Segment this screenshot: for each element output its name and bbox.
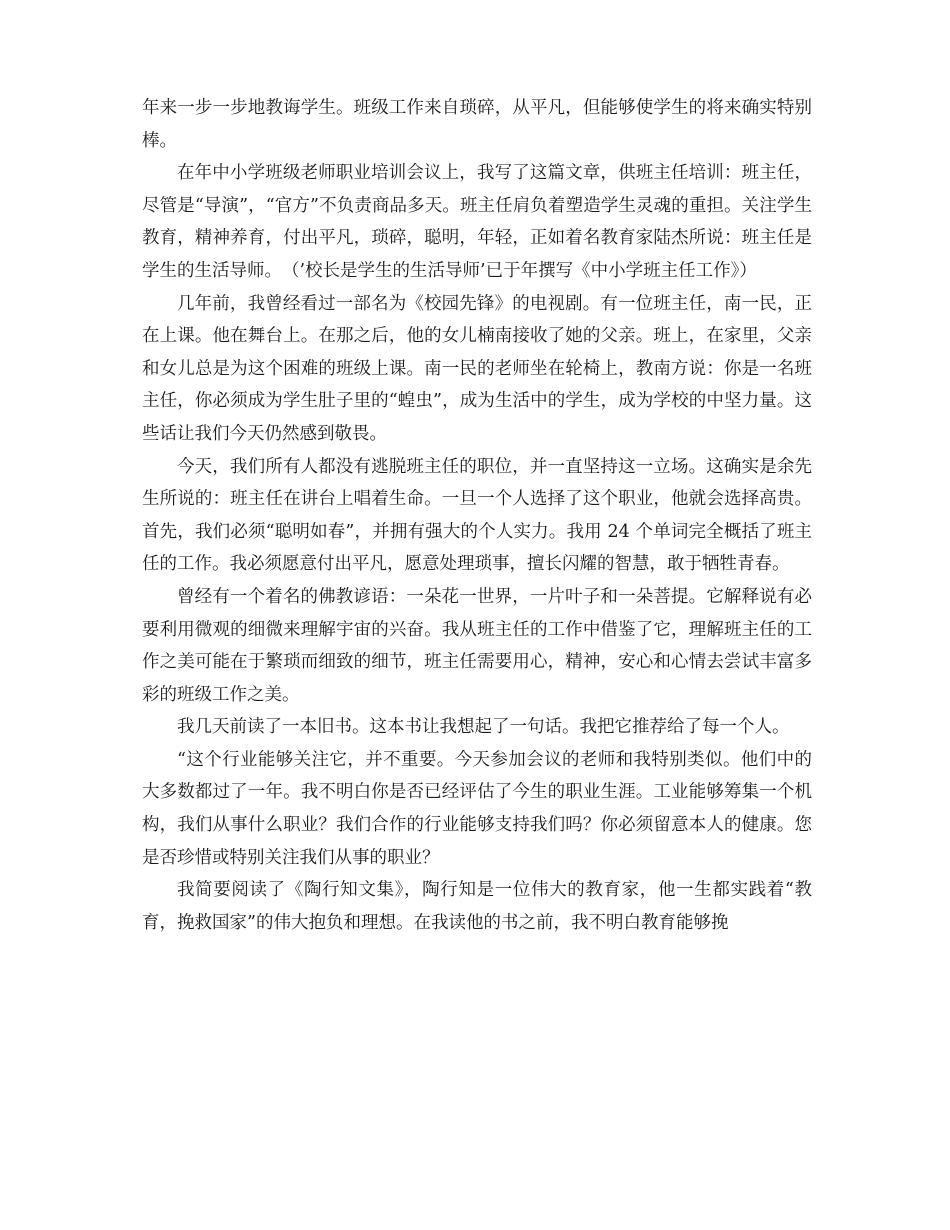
paragraph-3: 几年前，我曾经看过一部名为《校园先锋》的电视剧。有一位班主任，南一民，正在上课。他在舞台上。在那之后，他的女儿楠南接收了她的父亲。班上，在家里，父亲和女儿总是为这个困难的班级上课。南一民的老师坐在轮椅上，教南方说：你是一名班主任，你必须成为学生肚子里的“蝗虫”，成为生活中的学生，成为学校的中坚力量。这些话让我们今天仍然感到敬畏。 [142, 293, 812, 444]
paragraph-5: 曾经有一个着名的佛教谚语：一朵花一世界，一片叶子和一朵菩提。它解释说有必要利用微观的细微来理解宇宙的兴奋。我从班主任的工作中借鉴了它，理解班主任的工作之美可能在于繁琐而细致的细节，班主任需要用心，精神，安心和心情去尝试丰富多彩的班级工作之美。 [142, 586, 812, 705]
paragraph-8: 我简要阅读了《陶行知文集》，陶行知是一位伟大的教育家，他一生都实践着“教育，挽救国家”的伟大抱负和理想。在我读他的书之前，我不明白教育能够挽 [142, 880, 812, 933]
paragraph-4: 今天，我们所有人都没有逃脱班主任的职位，并一直坚持这一立场。这确实是余先生所说的：班主任在讲台上唱着生命。一旦一个人选择了这个职业，他就会选择高贵。首先，我们必须“聪明如春”，并拥有强大的个人实力。我用 24 个单词完全概括了班主任的工作。我必须愿意付出平凡，愿意处理琐事，擅长闪耀的智慧，敢于牺牲青春。 [142, 456, 812, 575]
paragraph-7: “这个行业能够关注它，并不重要。今天参加会议的老师和我特别类似。他们中的大多数都过了一年。我不明白你是否已经评估了今生的职业生涯。工业能够筹集一个机构，我们从事什么职业？我们合作的行业能够支持我们吗？你必须留意本人的健康。您是否珍惜或特别关注我们从事的职业？ [142, 749, 812, 868]
paragraph-6: 我几天前读了一本旧书。这本书让我想起了一句话。我把它推荐给了每一个人。 [177, 717, 790, 738]
paragraph-2: 在年中小学班级老师职业培训会议上，我写了这篇文章，供班主任培训：班主任，尽管是“导演”，“官方”不负责商品多天。班主任肩负着塑造学生灵魂的重担。关注学生教育，精神养育，付出平凡，琐碎，聪明，年轻，正如着名教育家陆杰所说：班主任是学生的生活导师。 （’校长是学生的生活导师’已于年撰写《中小学班主任工作》） [142, 163, 812, 281]
paragraph-1: 年来一步一步地教诲学生。班级工作来自琐碎，从平凡，但能够使学生的将来确实特别棒。 [142, 98, 812, 151]
document-body [142, 92, 812, 939]
